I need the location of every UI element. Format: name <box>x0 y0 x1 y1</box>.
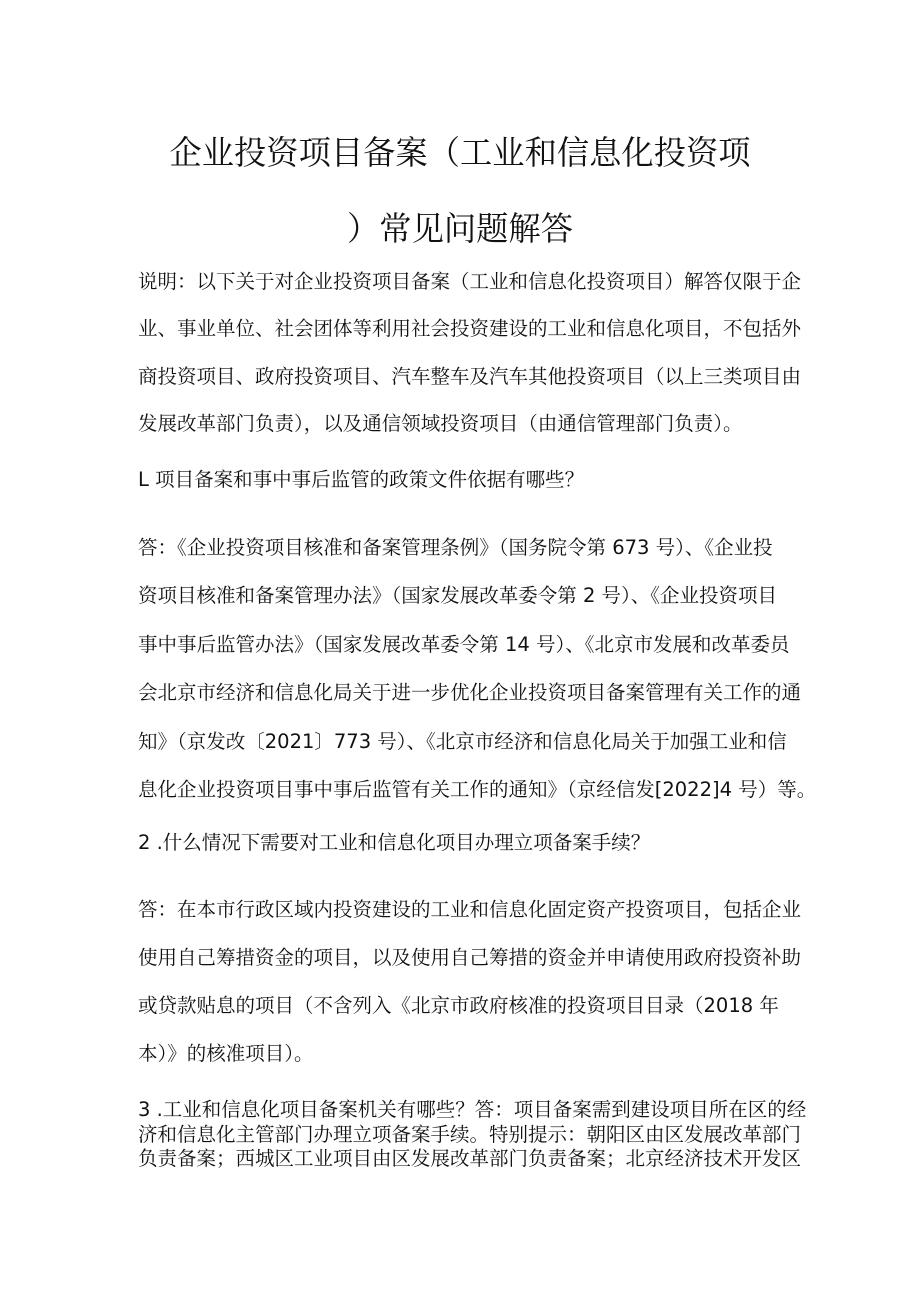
answer-2-line: 答：在本市行政区域内投资建设的工业和信息化固定资产投资项目，包括企业 <box>138 898 802 921</box>
intro-line: 说明：以下关于对企业投资项目备案（工业和信息化投资项目）解答仅限于企 <box>138 270 802 293</box>
question-1: L 项目备案和事中事后监管的政策文件依据有哪些？ <box>138 468 585 491</box>
intro-line: 业、事业单位、社会团体等利用社会投资建设的工业和信息化项目，不包括外 <box>138 317 802 340</box>
question-3-line: 负责备案；西城区工业项目由区发展改革部门负责备案；北京经济技术开发区 <box>138 1147 802 1170</box>
answer-1-line: 知》（京发改〔2021〕773 号）、《北京市经济和信息化局关于加强工业和信 <box>138 730 787 753</box>
answer-1-line: 资项目核准和备案管理办法》（国家发展改革委令第 2 号）、《企业投资项目 <box>138 584 778 607</box>
document-title-line-1: 企业投资项目备案（工业和信息化投资项 <box>169 133 751 172</box>
document-title-line-2: ）常见问题解答 <box>347 209 573 248</box>
question-3-line: 济和信息化主管部门办理立项备案手续。特别提示：朝阳区由区发展改革部门 <box>138 1123 802 1146</box>
answer-2-line: 使用自己筹措资金的项目，以及使用自己筹措的资金并申请使用政府投资补助 <box>138 946 802 969</box>
intro-line: 发展改革部门负责），以及通信领域投资项目（由通信管理部门负责）。 <box>138 412 743 435</box>
answer-1-line: 答：《企业投资项目核准和备案管理条例》（国务院令第 673 号）、《企业投 <box>138 536 773 559</box>
answer-2-line: 本）》的核准项目）。 <box>138 1042 314 1065</box>
intro-line: 商投资项目、政府投资项目、汽车整车及汽车其他投资项目（以上三类项目由 <box>138 365 802 388</box>
question-3-line: 3 .工业和信息化项目备案机关有哪些？答：项目备案需到建设项目所在区的经 <box>138 1098 807 1121</box>
answer-2-line: 或贷款贴息的项目（不含列入《北京市政府核准的投资项目目录（2018 年 <box>138 994 779 1017</box>
answer-1-line: 息化企业投资项目事中事后监管有关工作的通知》（京经信发[2022]4 号）等。 <box>138 778 817 801</box>
question-2: 2 .什么情况下需要对工业和信息化项目办理立项备案手续？ <box>138 831 651 854</box>
answer-1-line: 会北京市经济和信息化局关于进一步优化企业投资项目备案管理有关工作的通 <box>138 681 802 704</box>
answer-1-line: 事中事后监管办法》（国家发展改革委令第 14 号）、《北京市发展和改革委员 <box>138 633 790 656</box>
